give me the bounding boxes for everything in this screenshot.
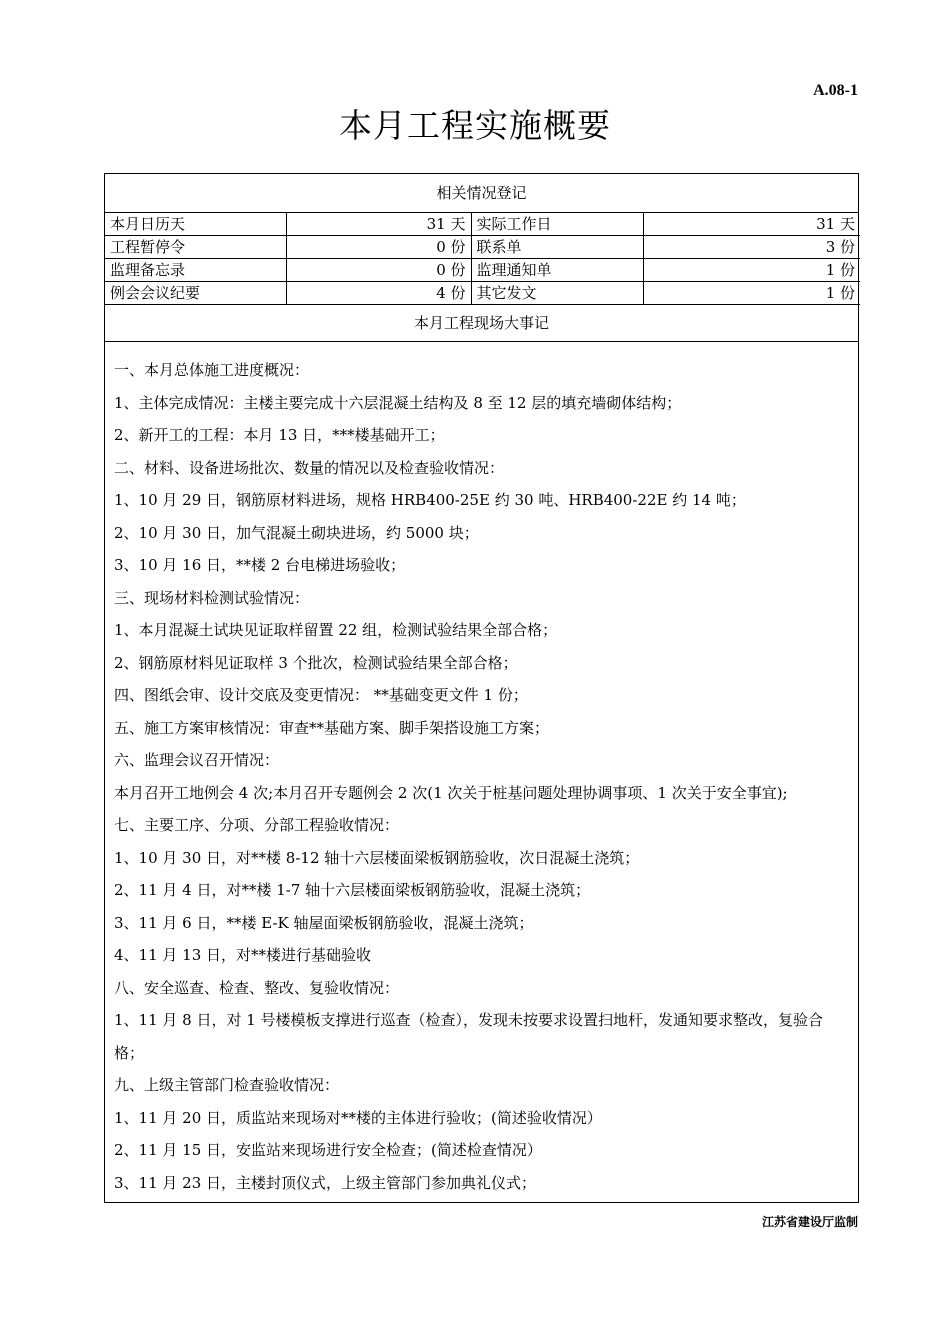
registration-row	[105, 259, 860, 282]
event-line: 1、10 月 30 日，对**楼 8-12 轴十六层楼面梁板钢筋验收，次日混凝土浇筑；	[114, 848, 640, 867]
registration-label: 监理通知单	[471, 259, 643, 282]
event-line: 二、材料、设备进场批次、数量的情况以及检查验收情况：	[114, 458, 505, 477]
registration-value: 3 份	[643, 236, 860, 259]
issuer-footer: 江苏省建设厅监制	[761, 1215, 858, 1229]
registration-value: 0 份	[286, 259, 471, 282]
registration-row	[105, 213, 860, 236]
events-list	[105, 342, 858, 1199]
event-line: 3、10 月 16 日，**楼 2 台电梯进场验收；	[114, 556, 406, 574]
registration-label: 实际工作日	[471, 213, 643, 236]
event-line: 4、11 月 13 日，对**楼进行基础验收	[114, 946, 372, 964]
event-line: 六、监理会议召开情况：	[114, 751, 280, 769]
event-line: 五、施工方案审核情况：审查**基础方案、脚手架搭设施工方案；	[114, 718, 550, 737]
event-line: 2、新开工的工程：本月 13 日，***楼基础开工；	[114, 426, 445, 444]
registration-label: 监理备忘录	[105, 259, 286, 282]
registration-row	[105, 282, 860, 305]
event-line: 2、钢筋原材料见证取样 3 个批次，检测试验结果全部合格；	[114, 653, 518, 672]
registration-value: 1 份	[643, 282, 860, 305]
event-line: 1、主体完成情况：主楼主要完成十六层混凝土结构及 8 至 12 层的填充墙砌体结构；	[114, 393, 682, 412]
event-line: 1、11 月 8 日，对 1 号楼模板支撑进行巡查（检查），发现未按要求设置扫地杆，发通知要求整改，复验合格；	[114, 1011, 824, 1062]
registration-table	[105, 213, 860, 305]
event-line: 1、本月混凝土试块见证取样留置 22 组，检测试验结果全部合格；	[114, 621, 558, 639]
registration-value: 31 天	[643, 213, 860, 236]
registration-label: 其它发文	[471, 282, 643, 305]
form-code: A.08-1	[813, 82, 858, 99]
registration-label: 本月日历天	[105, 213, 286, 236]
event-line: 四、图纸会审、设计交底及变更情况： **基础变更文件 1 份；	[114, 686, 528, 704]
event-line: 1、10 月 29 日，钢筋原材料进场，规格 HRB400-25E 约 30 吨、HRB400-22E 约 14 吨；	[114, 491, 746, 509]
event-line: 一、本月总体施工进度概况：	[114, 361, 310, 379]
registration-label: 工程暂停令	[105, 236, 286, 259]
events-heading: 本月工程现场大事记	[105, 305, 858, 342]
registration-row	[105, 236, 860, 259]
event-line: 九、上级主管部门检查验收情况：	[114, 1076, 340, 1094]
event-line: 七、主要工序、分项、分部工程验收情况：	[114, 816, 400, 834]
registration-label: 联系单	[471, 236, 643, 259]
registration-value: 4 份	[286, 282, 471, 305]
registration-value: 31 天	[286, 213, 471, 236]
registration-value: 1 份	[643, 259, 860, 282]
page-title: 本月工程实施概要	[339, 106, 611, 145]
summary-form	[104, 173, 859, 1203]
event-line: 2、11 月 4 日，对**楼 1-7 轴十六层楼面梁板钢筋验收，混凝土浇筑；	[114, 881, 591, 899]
registration-value: 0 份	[286, 236, 471, 259]
event-line: 2、10 月 30 日，加气混凝土砌块进场，约 5000 块；	[114, 523, 479, 542]
registration-heading: 相关情况登记	[105, 174, 858, 213]
event-line: 三、现场材料检测试验情况：	[114, 588, 310, 607]
event-line: 1、11 月 20 日，质监站来现场对**楼的主体进行验收；(简述验收情况）	[114, 1108, 602, 1127]
event-line: 本月召开工地例会 4 次;本月召开专题例会 2 次(1 次关于桩基问题处理协调事项、1 次关于安全事宜);	[114, 783, 788, 802]
event-line: 八、安全巡查、检查、整改、复验收情况：	[114, 978, 400, 997]
event-line: 3、11 月 23 日，主楼封顶仪式，上级主管部门参加典礼仪式；	[114, 1173, 537, 1192]
event-line: 3、11 月 6 日，**楼 E-K 轴屋面梁板钢筋验收，混凝土浇筑；	[114, 913, 534, 932]
event-line: 2、11 月 15 日，安监站来现场进行安全检查；(简述检查情况）	[114, 1141, 542, 1159]
registration-label: 例会会议纪要	[105, 282, 286, 305]
